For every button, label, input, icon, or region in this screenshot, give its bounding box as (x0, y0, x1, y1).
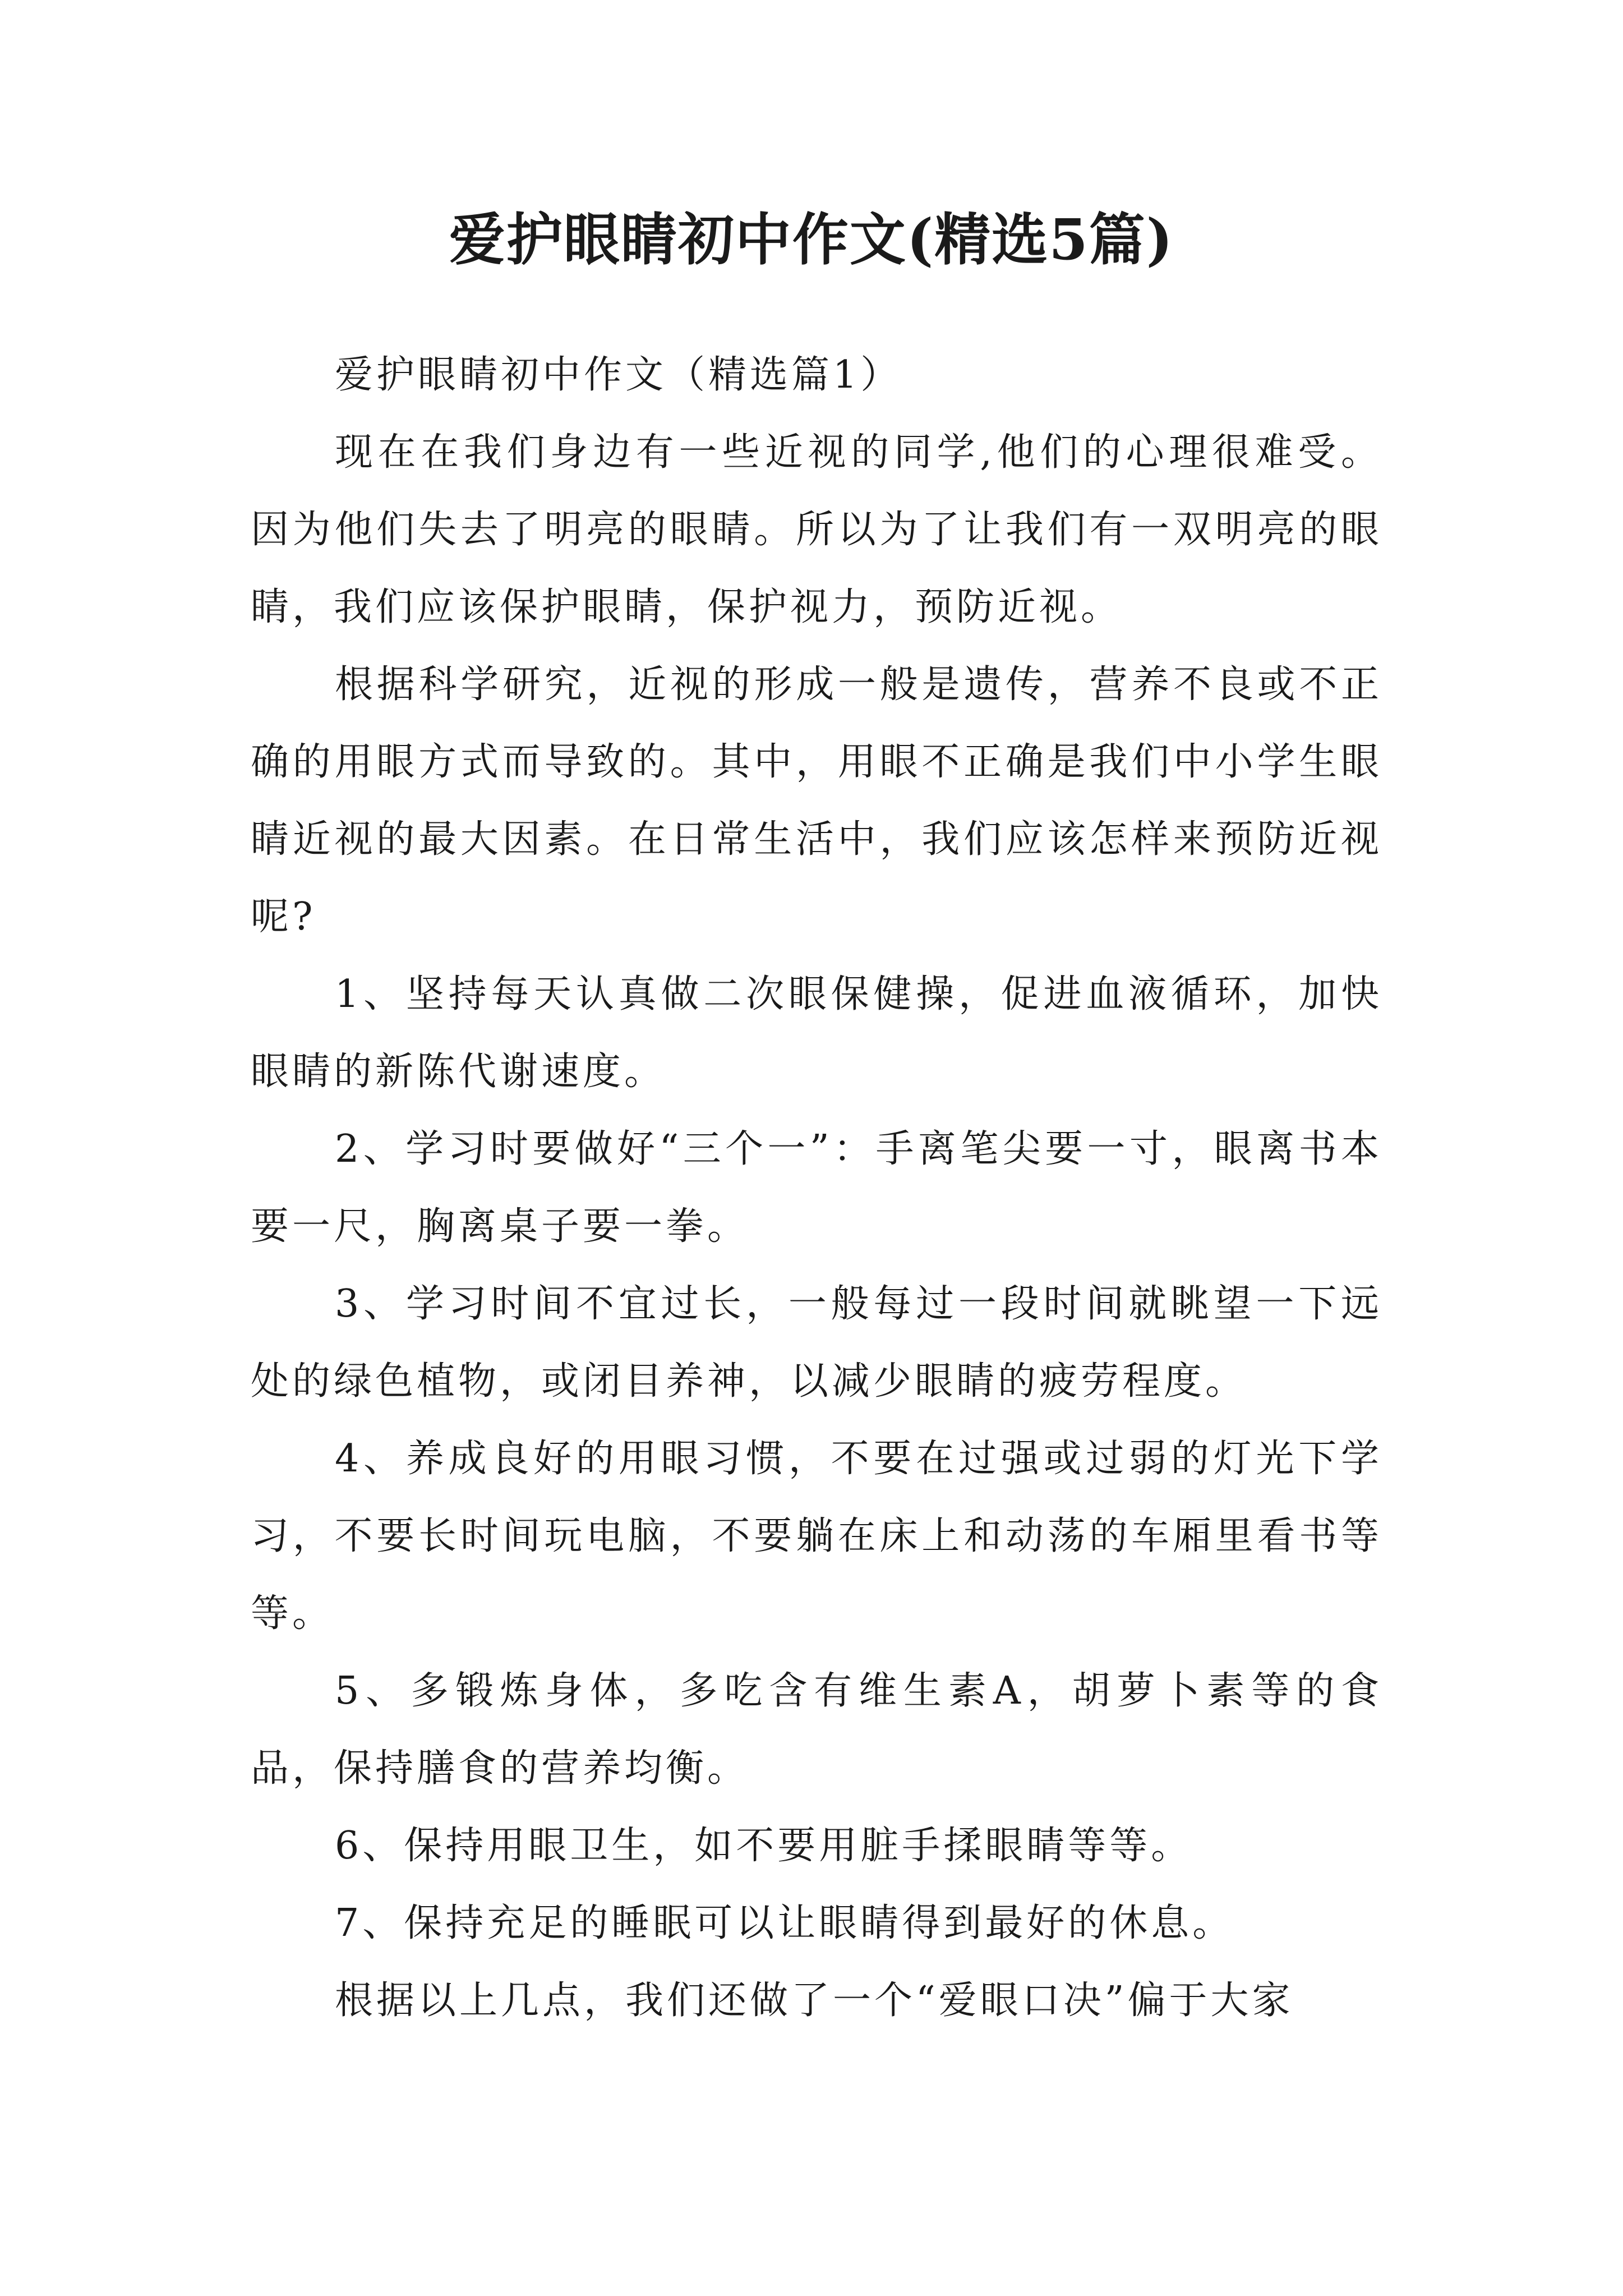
section-heading: 爱护眼睛初中作文（精选篇1） (335, 353, 902, 397)
list-item: 6、保持用眼卫生，如不要用脏手揉眼睛等等。 (335, 1824, 1193, 1868)
document-title: 爱护眼睛初中作文(精选5篇) (449, 206, 1174, 273)
list-item: 2、学习时要做好“三个一”：手离笔尖要一寸，眼离书本要一尺，胸离桌子要一拳。 (251, 1127, 1382, 1249)
paragraph: 根据科学研究，近视的形成一般是遗传，营养不良或不正确的用眼方式而导致的。其中，用眼不正确是我们中小学生眼睛近视的最大因素。在日常生活中，我们应该怎样来预防近视呢? (251, 662, 1382, 939)
list-item: 3、学习时间不宜过长，一般每过一段时间就眺望一下远处的绿色植物，或闭目养神，以减少眼睛的疲劳程度。 (251, 1282, 1382, 1404)
list-item: 5、多锻炼身体，多吃含有维生素A，胡萝卜素等的食品，保持膳食的营养均衡。 (251, 1669, 1382, 1791)
list-item: 7、保持充足的睡眠可以让眼睛得到最好的休息。 (335, 1901, 1234, 1945)
document-body (251, 337, 1382, 2040)
list-item: 1、坚持每天认真做二次眼保健操，促进血液循环，加快眼睛的新陈代谢速度。 (251, 972, 1382, 1094)
paragraph: 根据以上几点，我们还做了一个“爱眼口决”偏于大家 (335, 1978, 1294, 2023)
list-item: 4、养成良好的用眼习惯，不要在过强或过弱的灯光下学习，不要长时间玩电脑，不要躺在床上和动荡的车厢里看书等等。 (251, 1437, 1382, 1636)
paragraph: 现在在我们身边有一些近视的同学,他们的心理很难受。因为他们失去了明亮的眼睛。所以为了让我们有一双明亮的眼睛，我们应该保护眼睛，保护视力，预防近视。 (251, 430, 1382, 629)
